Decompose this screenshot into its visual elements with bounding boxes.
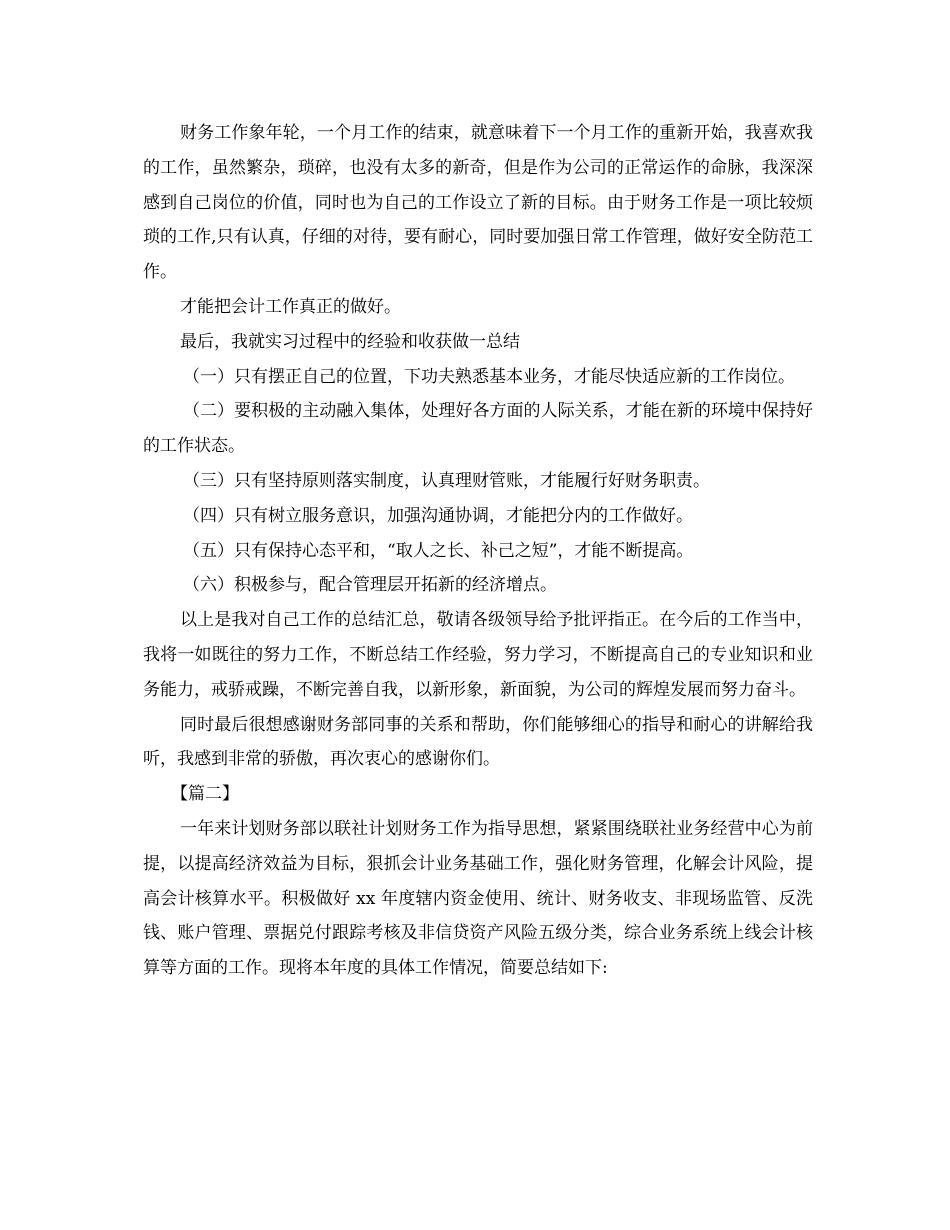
list-item: （二）要积极的主动融入集体，处理好各方面的人际关系，才能在新的环境中保持好的工作状态。 [143, 401, 813, 457]
document-body [143, 116, 813, 986]
paragraph-conclusion: 以上是我对自己工作的总结汇总，敬请各级领导给予批评指正。在今后的工作当中，我将一如既往的努力工作，不断总结工作经验，努力学习，不断提高自己的专业知识和业务能力，戒骄戒躁，不断完善自我，以新形象，新面貌，为公司的辉煌发展而努力奋斗。 [143, 610, 813, 700]
list-item: （三）只有坚持原则落实制度，认真理财管账，才能履行好财务职责。 [183, 470, 710, 491]
section-heading: 【篇二】 [171, 784, 239, 805]
paragraph-section-body: 一年来计划财务部以联社计划财务工作为指导思想，紧紧围绕联社业务经营中心为前提，以提高经济效益为目标，狠抓会计业务基础工作，强化财务管理，化解会计风险，提高会计核算水平。积极做好 xx 年度辖内资金使用、统计、财务收支、非现场监管、反洗钱、账户管理、票据兑付跟踪考核及非信贷资产风险五级分类，综合业务系统上线会计核算等方面的工作。现将本年度的具体工作情况，简要总结如下: [143, 818, 813, 979]
paragraph-accounting: 才能把会计工作真正的做好。 [180, 296, 401, 317]
list-item: （四）只有树立服务意识，加强沟通协调，才能把分内的工作做好。 [183, 505, 693, 526]
list-item: （六）积极参与，配合管理层开拓新的经济增点。 [183, 575, 557, 596]
paragraph-summary-lead: 最后，我就实习过程中的经验和收获做一总结 [180, 331, 520, 352]
list-item: （一）只有摆正自己的位置，下功夫熟悉基本业务，才能尽快适应新的工作岗位。 [183, 366, 795, 387]
list-item: （五）只有保持心态平和，“取人之长、补己之短”，才能不断提高。 [183, 540, 694, 561]
paragraph-intro: 财务工作象年轮，一个月工作的结束，就意味着下一个月工作的重新开始，我喜欢我的工作，虽然繁杂，琐碎，也没有太多的新奇，但是作为公司的正常运作的命脉，我深深感到自己岗位的价值，同时也为自己的工作设立了新的目标。由于财务工作是一项比较烦琐的工作,只有认真，仔细的对待，要有耐心，同时要加强日常工作管理，做好安全防范工作。 [143, 123, 813, 283]
paragraph-thanks: 同时最后很想感谢财务部同事的关系和帮助，你们能够细心的指导和耐心的讲解给我听，我感到非常的骄傲，再次衷心的感谢你们。 [143, 714, 813, 770]
